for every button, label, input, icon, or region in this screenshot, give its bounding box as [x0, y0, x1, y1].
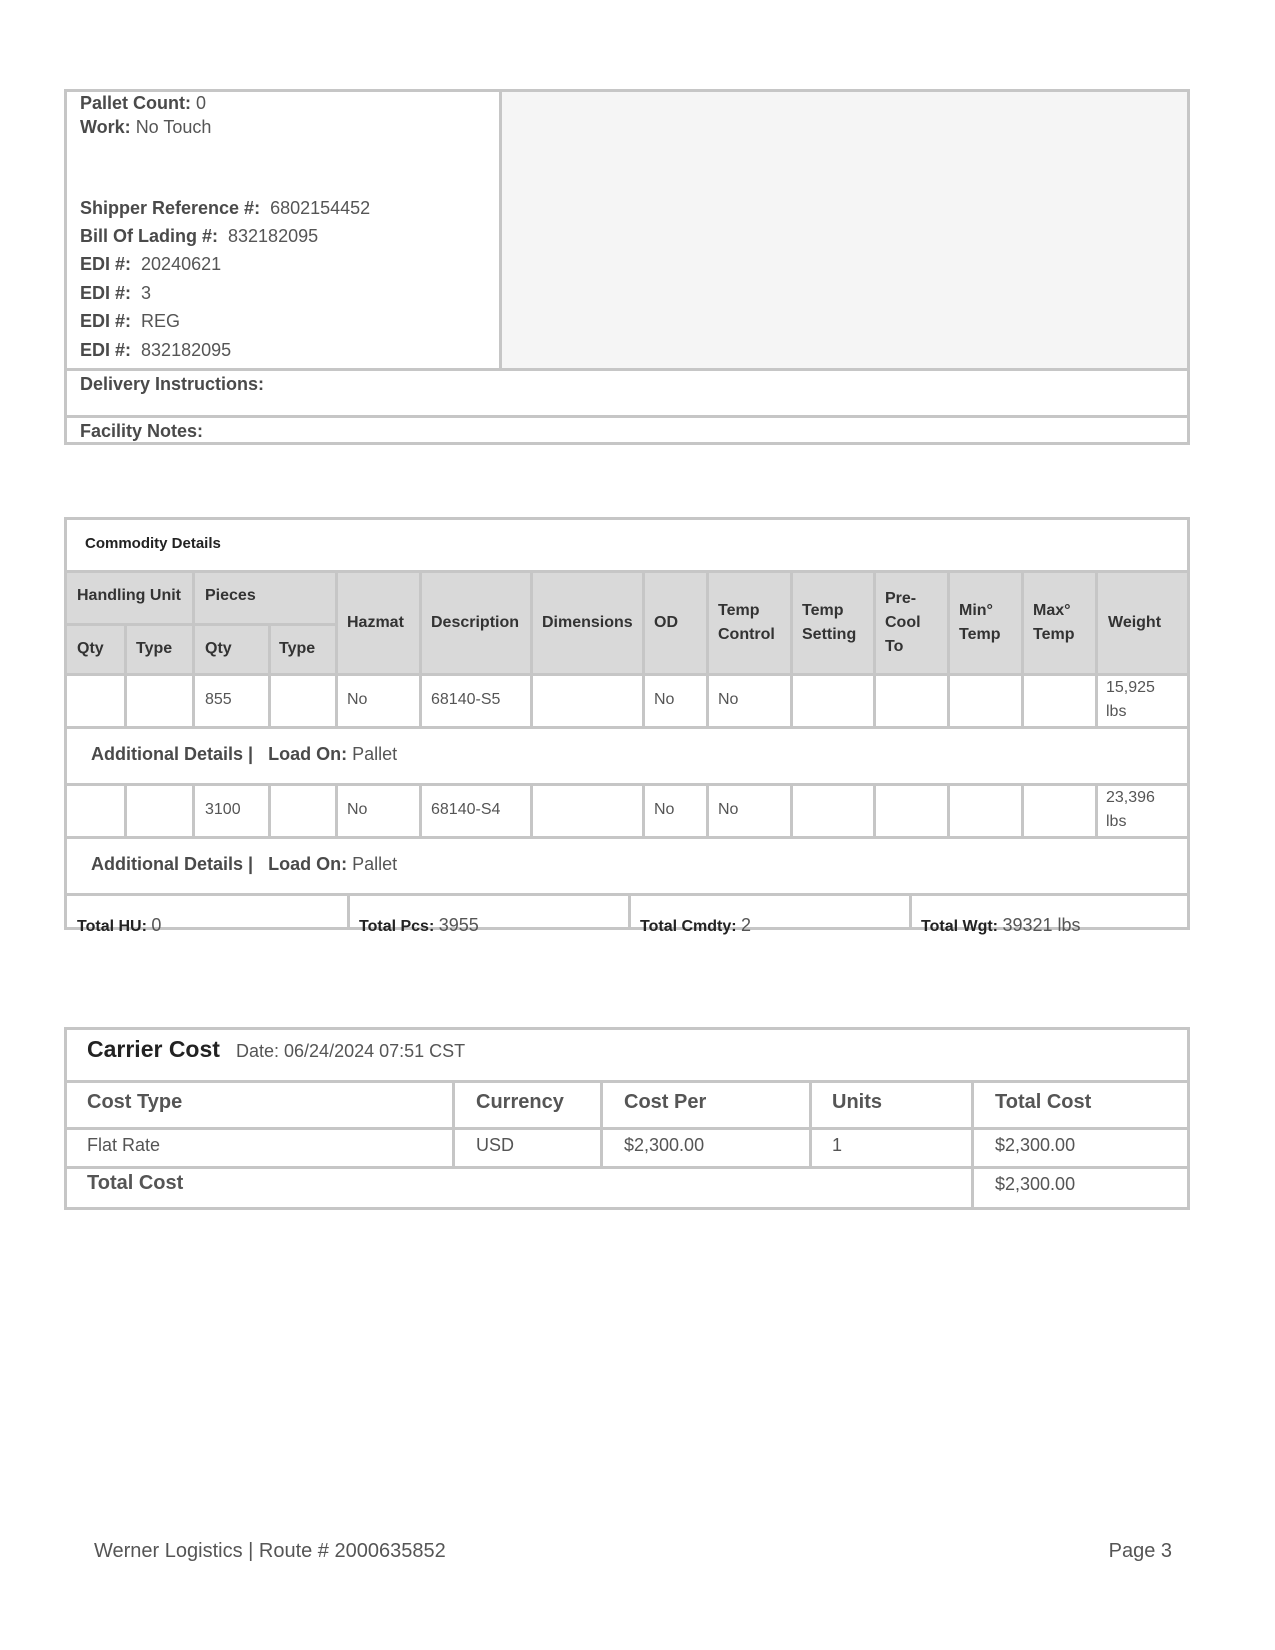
col-line: [419, 783, 422, 836]
col-line: [124, 623, 127, 726]
col-line: [419, 573, 422, 726]
total-wgt: Total Wgt: 39321 lbs: [921, 915, 1081, 935]
shipper-reference: Shipper Reference #: 6802154452: [80, 198, 371, 218]
header-min-temp: Min° Temp: [959, 602, 1001, 643]
row1-description: 68140-S5: [431, 691, 501, 708]
row2-temp-control: No: [718, 801, 739, 818]
header-pre-cool-to: Pre- Cool To: [885, 590, 921, 655]
row2-additional-details: Additional Details | Load On: Pallet: [91, 854, 398, 874]
row-line: [67, 726, 1187, 729]
row-line: [67, 1080, 1187, 1083]
row-line: [67, 673, 1187, 676]
header-pieces: Pieces: [205, 587, 256, 604]
col-line: [347, 896, 350, 927]
total-cost-label: Total Cost: [87, 1172, 184, 1194]
facility-divider: [67, 415, 1187, 418]
col-line: [530, 783, 533, 836]
header-temp-control: Temp Control: [718, 602, 775, 643]
col-line: [1021, 783, 1024, 836]
col-line: [1021, 573, 1024, 726]
row-line: [67, 836, 1187, 839]
work: Work: No Touch: [80, 117, 212, 137]
commodity-title: Commodity Details: [85, 535, 221, 552]
edi-reference: EDI #: 20240621: [80, 254, 222, 274]
cost-row-cost-per: $2,300.00: [624, 1135, 705, 1155]
row2-description: 68140-S4: [431, 801, 501, 818]
carrier-cost-title: Carrier Cost: [87, 1036, 220, 1062]
row1-weight: 15,925 lbs: [1106, 679, 1155, 720]
total-cost-value: $2,300.00: [995, 1174, 1076, 1194]
pallet-count: Pallet Count: 0: [80, 93, 207, 113]
col-line: [1095, 573, 1098, 726]
total-cmdty: Total Cmdty: 2: [640, 915, 752, 935]
row1-pieces-qty: 855: [205, 691, 232, 708]
col-line: [268, 783, 271, 836]
col-line: [790, 573, 793, 726]
delivery-instructions-label: Delivery Instructions:: [80, 374, 265, 394]
footer-page-number: Page 3: [1108, 1540, 1172, 1562]
col-line: [335, 783, 338, 836]
col-line: [124, 783, 127, 836]
header-total-cost: Total Cost: [995, 1091, 1092, 1113]
row2-pieces-qty: 3100: [205, 801, 241, 818]
cost-row-type: Flat Rate: [87, 1135, 161, 1155]
cost-row-total: $2,300.00: [995, 1135, 1076, 1155]
header-currency: Currency: [476, 1091, 564, 1113]
footer-route: Werner Logistics | Route # 2000635852: [94, 1540, 446, 1562]
col-line: [873, 783, 876, 836]
cost-row-units: 1: [832, 1135, 843, 1155]
col-line: [335, 573, 338, 726]
col-line: [873, 573, 876, 726]
delivery-divider: [67, 368, 1187, 371]
header-max-temp: Max° Temp: [1033, 602, 1075, 643]
row-line: [67, 783, 1187, 786]
header-hu-qty: Qty: [77, 640, 104, 657]
header-weight: Weight: [1108, 614, 1162, 631]
col-line: [971, 1083, 974, 1207]
col-line: [706, 573, 709, 726]
col-line: [947, 573, 950, 726]
col-line: [706, 783, 709, 836]
row1-temp-control: No: [718, 691, 739, 708]
row-line: [67, 1127, 1187, 1130]
col-line: [790, 783, 793, 836]
header-dimensions: Dimensions: [542, 614, 633, 631]
col-line: [642, 783, 645, 836]
header-pieces-qty: Qty: [205, 640, 232, 657]
header-units: Units: [832, 1091, 882, 1113]
cost-row-currency: USD: [476, 1135, 515, 1155]
header-cost-type: Cost Type: [87, 1091, 183, 1113]
row1-hazmat: No: [347, 691, 368, 708]
header-handling-unit: Handling Unit: [77, 587, 181, 604]
header-od: OD: [654, 614, 678, 631]
edi-reference: EDI #: REG: [80, 311, 181, 331]
carrier-cost-date: Date: 06/24/2024 07:51 CST: [236, 1041, 466, 1061]
row2-weight: 23,396 lbs: [1106, 789, 1155, 830]
row2-hazmat: No: [347, 801, 368, 818]
col-line: [1095, 783, 1098, 836]
col-line: [947, 783, 950, 836]
info-divider: [499, 92, 502, 371]
col-line: [809, 1083, 812, 1166]
header-hazmat: Hazmat: [347, 614, 404, 631]
notes-panel: [502, 92, 1187, 368]
edi-reference: EDI #: 3: [80, 283, 152, 303]
edi-reference: EDI #: 832182095: [80, 340, 232, 360]
header-pieces-type: Type: [279, 640, 316, 657]
header-hu-type: Type: [136, 640, 173, 657]
row-line: [67, 570, 1187, 573]
col-line: [628, 896, 631, 927]
col-line: [642, 573, 645, 726]
header-cost-per: Cost Per: [624, 1091, 707, 1113]
row1-od: No: [654, 691, 675, 708]
col-line: [452, 1083, 455, 1166]
total-hu: Total HU: 0: [77, 915, 162, 935]
row-line: [67, 623, 335, 626]
header-temp-setting: Temp Setting: [802, 602, 857, 643]
col-line: [268, 623, 271, 726]
col-line: [192, 573, 195, 726]
row2-od: No: [654, 801, 675, 818]
col-line: [600, 1083, 603, 1166]
col-line: [909, 896, 912, 927]
facility-notes-label: Facility Notes:: [80, 421, 204, 441]
header-description: Description: [431, 614, 520, 631]
col-line: [530, 573, 533, 726]
row1-additional-details: Additional Details | Load On: Pallet: [91, 744, 398, 764]
row-line: [67, 1166, 1187, 1169]
row-line: [67, 893, 1187, 896]
total-pcs: Total Pcs: 3955: [359, 915, 479, 935]
col-line: [192, 783, 195, 836]
bill-of-lading: Bill Of Lading #: 832182095: [80, 226, 319, 246]
